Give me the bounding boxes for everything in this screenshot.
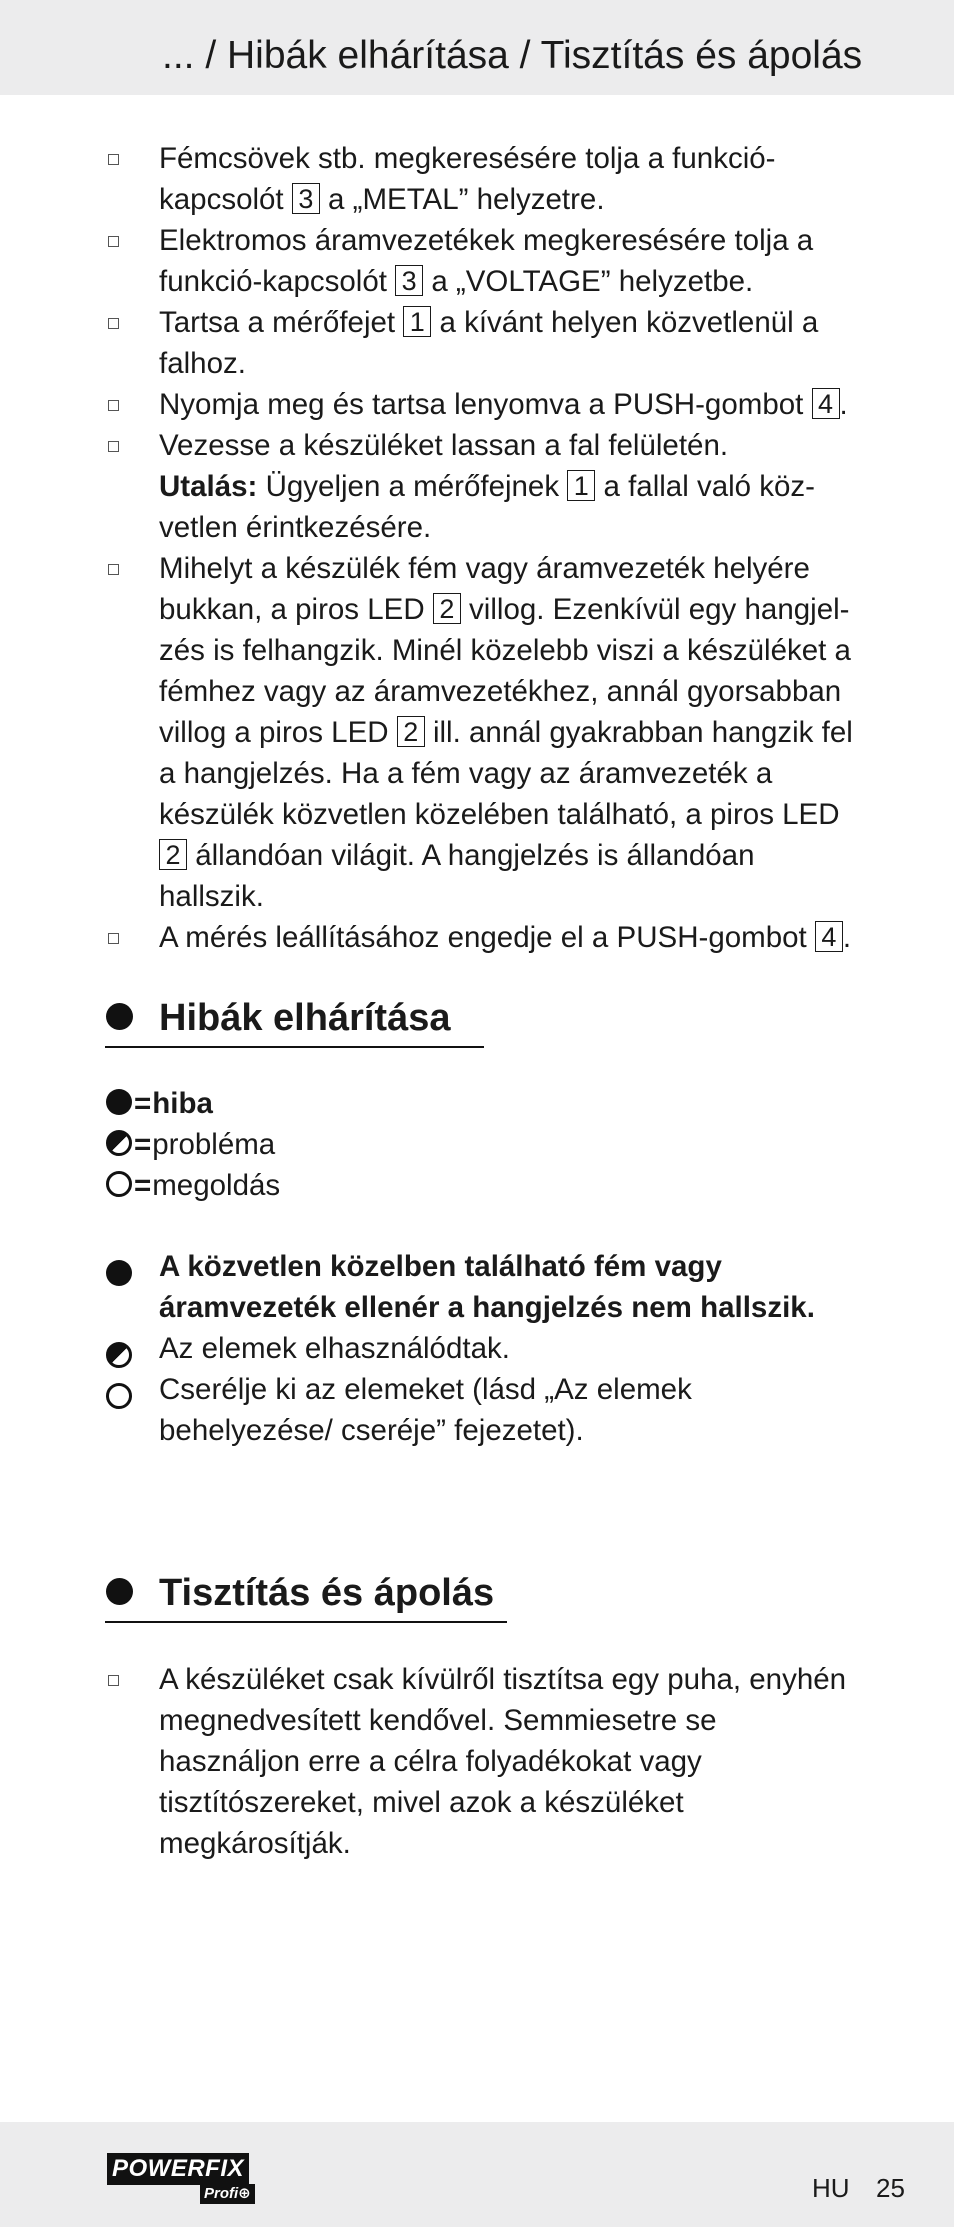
part-reference-number: 3 — [292, 183, 320, 214]
instruction-text: Elektromos áramvezetékek megkeresésére tolja a funkció-kapcsolót — [159, 224, 814, 298]
list-item: A készüléket csak kívülről tisztítsa egy puha, enyhén megnedvesített kendővel. Semmiesetre se használjon erre a célra folyadékokat vagy tisztítószereket, mivel azok a készüléket megkárosítják. — [0, 1659, 859, 1864]
cleaning-list — [0, 1659, 954, 1864]
logo-brand: POWERFIX — [107, 2153, 249, 2185]
part-reference-number: 2 — [159, 839, 187, 870]
legend-problem: =probléma — [106, 1124, 280, 1165]
heading-underline — [105, 1621, 507, 1623]
instruction-text: villog. Ezenkívül egy hangjel-zés is felhangzik. Minél közelebb viszi a készüléket a fémhez vagy az áramvezetékhez, annál gyorsabban villog a piros LED — [159, 593, 851, 749]
symbol-legend — [106, 1083, 280, 1206]
part-reference-number: 2 — [397, 716, 425, 747]
instruction-text: A mérés leállításához engedje el a PUSH-gombot — [159, 921, 815, 954]
instruction-text: Fémcsövek stb. megkeresésére tolja a funkció-kapcsolót — [159, 142, 776, 216]
instruction-text: Vezesse a készüléket lassan a fal felületén. — [159, 429, 729, 462]
part-reference-number: 2 — [433, 593, 461, 624]
solution-row: Cserélje ki az elemeket (lásd „Az elemek behelyezése/ cseréje” fejezetet). — [0, 1369, 849, 1451]
bullet-square-icon — [108, 441, 119, 452]
bullet-square-icon — [108, 933, 119, 944]
bullet-square-icon — [108, 236, 119, 247]
instruction-text: Tartsa a mérőfejet — [159, 306, 404, 339]
list-item — [0, 220, 859, 302]
instruction-text: a „METAL” helyzetre. — [319, 183, 605, 216]
heading-underline — [105, 1046, 484, 1048]
instruction-text: a „VOLTAGE” helyzetbe. — [423, 265, 754, 298]
section-bullet-icon — [106, 1003, 133, 1030]
part-reference-number: 4 — [815, 921, 843, 952]
list-item — [0, 917, 859, 958]
problem-symbol-icon — [106, 1130, 132, 1156]
troubleshooting-title: Hibák elhárítása — [159, 997, 451, 1039]
list-item — [0, 138, 859, 220]
page-footer — [0, 2122, 954, 2227]
bullet-square-icon — [108, 154, 119, 165]
cleaning-title: Tisztítás és ápolás — [159, 1572, 495, 1614]
part-reference-number: 1 — [403, 306, 431, 337]
fault-symbol-icon — [106, 1260, 132, 1286]
bullet-square-icon — [108, 1675, 119, 1686]
page-number: 25 — [876, 2173, 905, 2203]
part-reference-number: 4 — [812, 388, 840, 419]
bullet-square-icon — [108, 318, 119, 329]
bullet-square-icon — [108, 400, 119, 411]
legend-fault: =hiba — [106, 1083, 280, 1124]
solution-symbol-icon — [106, 1171, 132, 1197]
logo-sub: Profi⊕ — [200, 2184, 255, 2204]
page-header — [0, 0, 954, 95]
instruction-text: ill. annál gyakrabban hangzik fel a hangjelzés. Ha a fém vagy az áramvezeték a készülék közvetlen közelében található, a piros LED — [159, 716, 853, 831]
fault-row: A közvetlen közelben található fém vagy áramvezeték ellenér a hangjelzés nem hallszik. — [0, 1246, 849, 1328]
instruction-text: Mihelyt a készülék fém vagy áramvezeték helyére bukkan, a piros LED — [159, 552, 810, 626]
instruction-text: állandóan világit. A hangjelzés is állandóan hallszik. — [159, 839, 755, 913]
problem-row: Az elemek elhasználódtak. — [0, 1328, 849, 1369]
legend-solution: =megoldás — [106, 1165, 280, 1206]
page-title: ... / Hibák elhárítása / Tisztítás és ápolás — [162, 34, 863, 77]
list-item — [0, 425, 859, 548]
solution-symbol-icon — [106, 1383, 132, 1409]
instruction-text: Nyomja meg és tartsa lenyomva a PUSH-gombot — [159, 388, 812, 421]
usage-instructions-list — [0, 138, 954, 958]
section-bullet-icon — [106, 1578, 133, 1605]
instruction-text: a kívánt helyen közvetlenül a falhoz. — [159, 306, 819, 380]
list-item — [0, 384, 859, 425]
list-item — [0, 548, 859, 917]
language-code: HU — [812, 2173, 850, 2203]
instruction-text: Ügyeljen a mérőfejnek — [257, 470, 568, 503]
instruction-text: a fallal való köz-vetlen érintkezésére. — [159, 470, 816, 544]
part-reference-number: 3 — [395, 265, 423, 296]
fault-entry — [0, 1246, 954, 1451]
instruction-text: . — [839, 388, 848, 421]
problem-symbol-icon — [106, 1342, 132, 1368]
bullet-square-icon — [108, 564, 119, 575]
powerfix-logo — [107, 2153, 267, 2207]
instruction-text: . — [842, 921, 852, 954]
fault-symbol-icon — [106, 1089, 132, 1115]
part-reference-number: 1 — [567, 470, 595, 501]
note-label: Utalás: — [159, 470, 258, 503]
list-item — [0, 302, 859, 384]
